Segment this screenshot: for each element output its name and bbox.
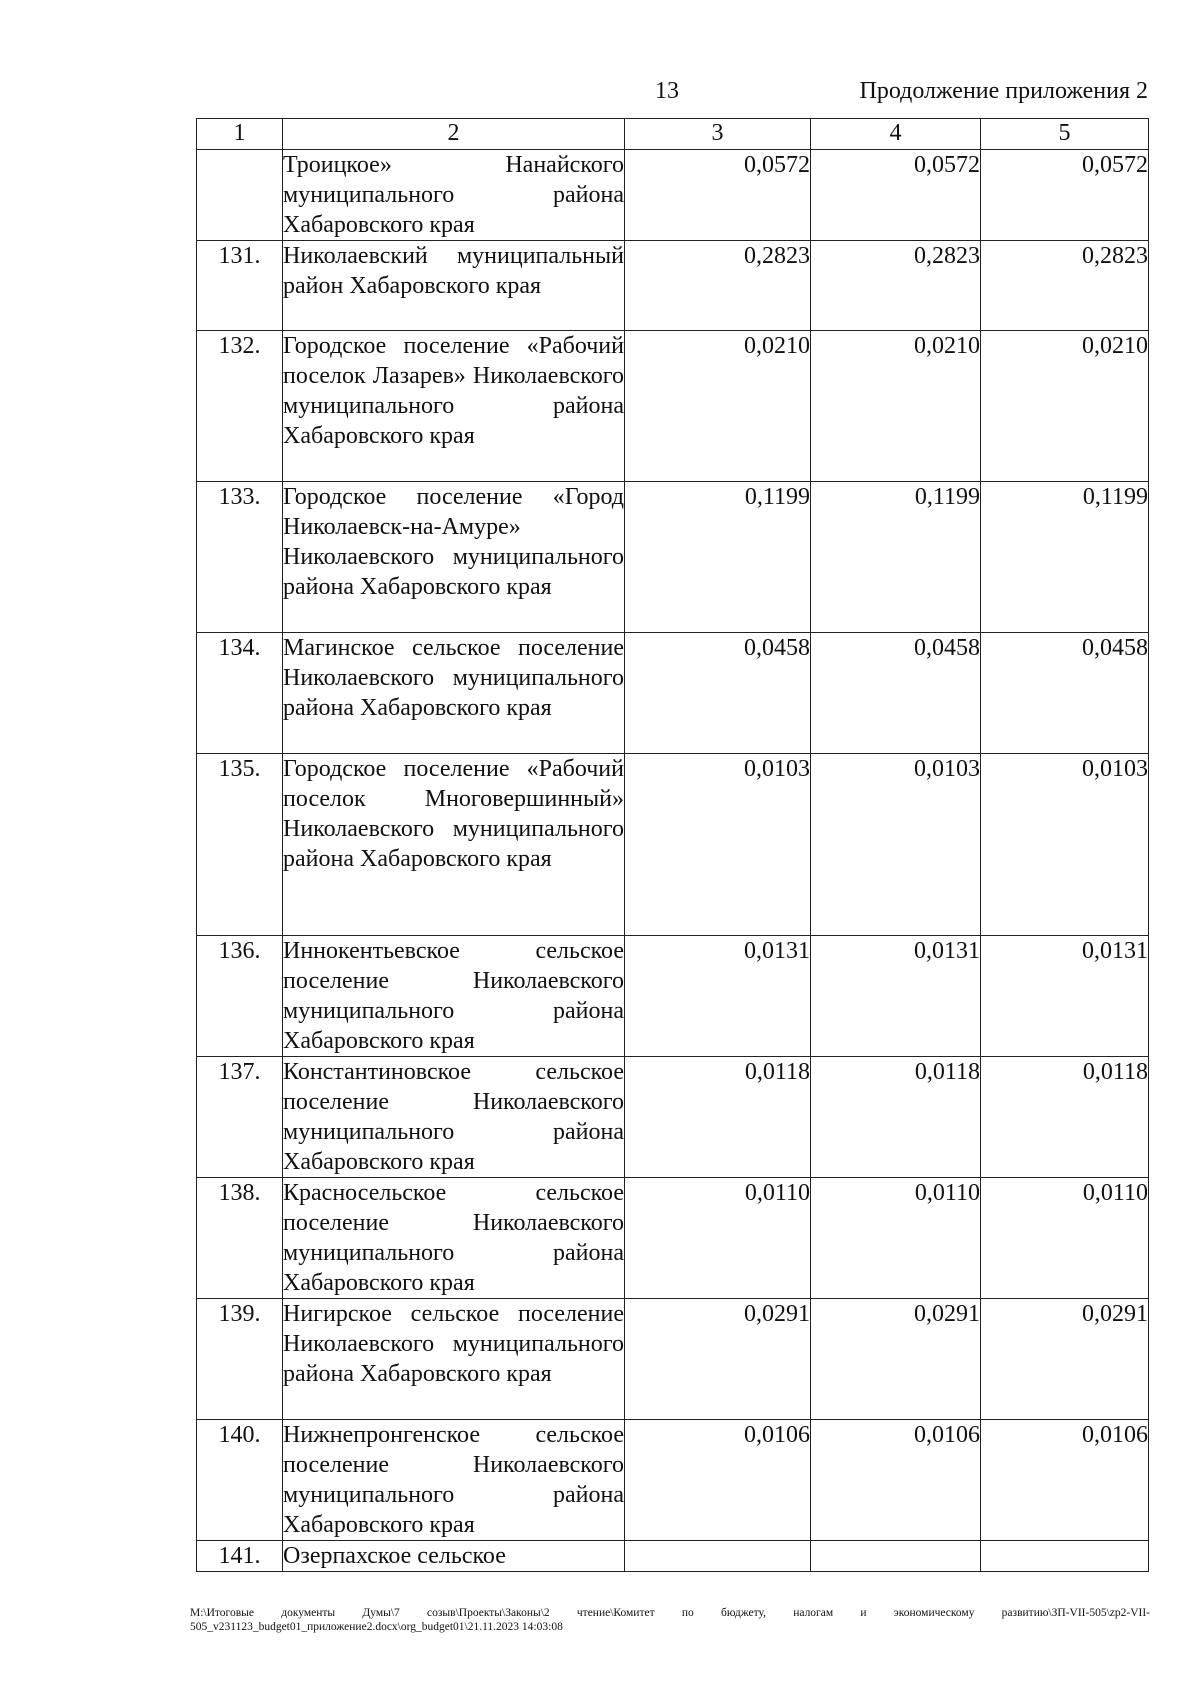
value-col-5: 0,0572: [981, 150, 1149, 241]
row-number: 136.: [197, 936, 283, 1057]
table-row: [197, 241, 1149, 331]
value-col-5: 0,0210: [981, 331, 1149, 482]
value-col-3: 0,0210: [625, 331, 811, 482]
row-number: [197, 150, 283, 241]
table-row: [197, 1420, 1149, 1541]
row-number: 133.: [197, 482, 283, 633]
value-col-3: 0,0131: [625, 936, 811, 1057]
value-col-4: 0,0572: [811, 150, 981, 241]
municipality-name: Городское поселение «Город Николаевск-на-Амуре» Николаевского муниципального района Хабаровского края: [283, 482, 625, 633]
municipality-name: Константиновское сельское поселение Николаевского муниципального района Хабаровского края: [283, 1057, 625, 1178]
value-col-5: 0,0118: [981, 1057, 1149, 1178]
page-number: 13: [655, 78, 679, 104]
municipality-name: Нижнепронгенское сельское поселение Николаевского муниципального района Хабаровского края: [283, 1420, 625, 1541]
table-row: [197, 150, 1149, 241]
budget-table: [196, 118, 1149, 1572]
table-row: [197, 1178, 1149, 1299]
municipality-name: Николаевский муниципальный район Хабаровского края: [283, 241, 625, 331]
municipality-name: Озерпахское сельское: [283, 1541, 625, 1572]
value-col-3: 0,1199: [625, 482, 811, 633]
column-header-1: 1: [197, 119, 283, 150]
value-col-3: 0,0572: [625, 150, 811, 241]
value-col-4: [811, 1541, 981, 1572]
municipality-name: Иннокентьевское сельское поселение Николаевского муниципального района Хабаровского края: [283, 936, 625, 1057]
column-header-4: 4: [811, 119, 981, 150]
value-col-4: 0,1199: [811, 482, 981, 633]
table-row: [197, 1057, 1149, 1178]
value-col-5: [981, 1541, 1149, 1572]
column-header-2: 2: [283, 119, 625, 150]
value-col-4: 0,0106: [811, 1420, 981, 1541]
table-row: [197, 936, 1149, 1057]
continuation-title: Продолжение приложения 2: [859, 78, 1148, 104]
value-col-4: 0,0131: [811, 936, 981, 1057]
value-col-3: 0,0110: [625, 1178, 811, 1299]
value-col-4: 0,2823: [811, 241, 981, 331]
value-col-4: 0,0210: [811, 331, 981, 482]
value-col-5: 0,0106: [981, 1420, 1149, 1541]
value-col-3: 0,2823: [625, 241, 811, 331]
row-number: 131.: [197, 241, 283, 331]
table-row: [197, 1541, 1149, 1572]
row-number: 134.: [197, 633, 283, 754]
value-col-5: 0,0131: [981, 936, 1149, 1057]
municipality-name: Магинское сельское поселение Николаевского муниципального района Хабаровского края: [283, 633, 625, 754]
municipality-name: Нигирское сельское поселение Николаевского муниципального района Хабаровского края: [283, 1299, 625, 1420]
value-col-5: 0,0103: [981, 754, 1149, 936]
municipality-name: Городское поселение «Рабочий поселок Многовершинный» Николаевского муниципального района Хабаровского края: [283, 754, 625, 936]
value-col-3: [625, 1541, 811, 1572]
value-col-4: 0,0458: [811, 633, 981, 754]
value-col-4: 0,0291: [811, 1299, 981, 1420]
value-col-5: 0,0291: [981, 1299, 1149, 1420]
value-col-5: 0,1199: [981, 482, 1149, 633]
value-col-4: 0,0118: [811, 1057, 981, 1178]
row-number: 138.: [197, 1178, 283, 1299]
value-col-3: 0,0291: [625, 1299, 811, 1420]
value-col-3: 0,0103: [625, 754, 811, 936]
row-number: 140.: [197, 1420, 283, 1541]
municipality-name: Городское поселение «Рабочий поселок Лазарев» Николаевского муниципального района Хабаровского края: [283, 331, 625, 482]
table-row: [197, 331, 1149, 482]
row-number: 132.: [197, 331, 283, 482]
row-number: 135.: [197, 754, 283, 936]
value-col-5: 0,0458: [981, 633, 1149, 754]
column-header-5: 5: [981, 119, 1149, 150]
row-number: 137.: [197, 1057, 283, 1178]
value-col-3: 0,0118: [625, 1057, 811, 1178]
column-header-3: 3: [625, 119, 811, 150]
row-number: 139.: [197, 1299, 283, 1420]
table-header-row: [197, 119, 1149, 150]
table-row: [197, 633, 1149, 754]
value-col-4: 0,0110: [811, 1178, 981, 1299]
value-col-4: 0,0103: [811, 754, 981, 936]
value-col-5: 0,2823: [981, 241, 1149, 331]
value-col-5: 0,0110: [981, 1178, 1149, 1299]
municipality-name: Красносельское сельское поселение Николаевского муниципального района Хабаровского края: [283, 1178, 625, 1299]
row-number: 141.: [197, 1541, 283, 1572]
municipality-name: Троицкое» Нанайского муниципального района Хабаровского края: [283, 150, 625, 241]
value-col-3: 0,0458: [625, 633, 811, 754]
table-row: [197, 754, 1149, 936]
value-col-3: 0,0106: [625, 1420, 811, 1541]
table-row: [197, 1299, 1149, 1420]
table-row: [197, 482, 1149, 633]
document-path-footer: M:\Итоговые документы Думы\7 созыв\Проекты\Законы\2 чтение\Комитет по бюджету, налогам и экономическому развитию\ЗП-VII-505\zp2-VII-505_v231123_budget01_приложение2.docx\org_budget01\21.11.2023 14:03:08: [190, 1607, 1150, 1633]
